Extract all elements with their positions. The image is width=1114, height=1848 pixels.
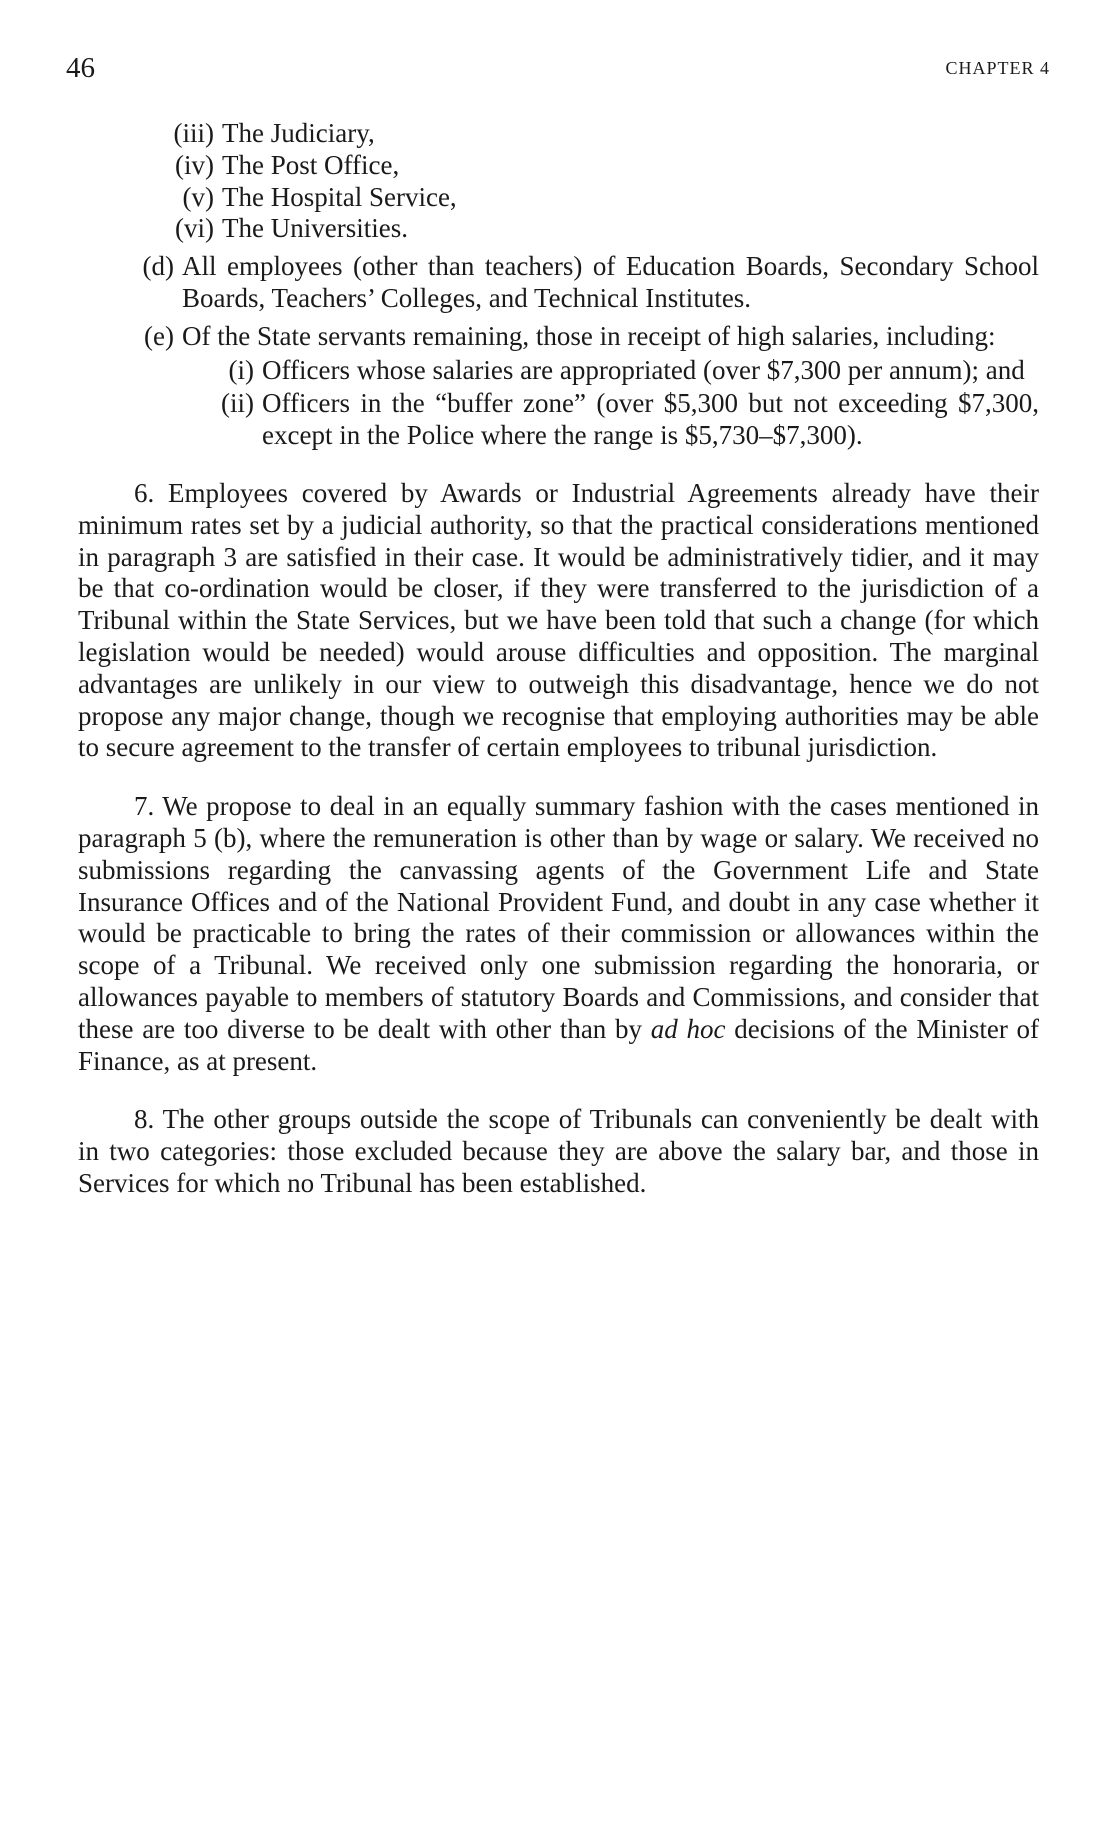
sub-list-item — [78, 355, 1039, 387]
paragraph-7-text-end: decisions of the Minister of Finance, as at present. — [78, 1013, 1040, 1076]
paragraph-8: 8. The other groups outside the scope of Tribunals can conveniently be dealt with in two categories: those excluded because they are above the salary bar, and those in Services for which no Tribunal has been established. — [78, 1104, 1039, 1198]
list-continued — [78, 118, 1039, 245]
list-item-label: (vi) — [175, 213, 214, 244]
paragraph-7 — [78, 791, 1039, 1077]
list-item-text: The Hospital Service, — [222, 181, 457, 212]
list-item-label: (v) — [182, 181, 214, 212]
sub-list-item-label: (ii) — [221, 388, 254, 419]
sub-list-item-label: (i) — [228, 354, 254, 385]
list-item-label: (e) — [144, 320, 174, 351]
page-header — [66, 48, 1050, 88]
list-item — [78, 118, 1039, 150]
list-item — [78, 182, 1039, 214]
list-item-text: The Post Office, — [222, 149, 400, 180]
list-item-text: The Judiciary, — [222, 118, 375, 148]
sub-list-item — [78, 388, 1039, 452]
paragraph-6: 6. Employees covered by Awards or Industrial Agreements already have their minimum rates set by a judicial authority, so that the practical considerations mentioned in paragraph 3 are satisfied in their case. It would be administratively tidier, and it may be that co-ordination would be closer, if they were transferred to the jurisdiction of a Tribunal within the State Services, but we have been told that such a change (for which legislation would be needed) would arouse difficulties and opposition. The marginal advantages are unlikely in our view to outweigh this disadvantage, hence we do not propose any major change, though we recognise that employing authorities may be able to secure agreement to the transfer of certain employees to tribunal jurisdiction. — [78, 477, 1039, 763]
page-number: 46 — [66, 52, 95, 84]
sub-list-item-text: Officers in the “buffer zone” (over $5,300 but not exceeding $7,300, except in the Police where the range is $5,730–$7,300). — [262, 388, 1039, 451]
paragraph-7-text: 7. We propose to deal in an equally summary fashion with the cases mentioned in paragraph 5 (b), where the remuneration is other than by wage or salary. We received no submissions regarding the canvassing agents of the Government Life and State Insurance Offices and of the National Provident Fund, and doubt in any case whether it would be practicable to bring the rates of their commission or allowances within the scope of a Tribunal. We received only one submission regarding the honoraria, or allowances payable to members of statutory Boards and Commissions, and consider that these are too diverse to be dealt with other than by — [78, 791, 1039, 1044]
list-item — [78, 150, 1039, 182]
list-item-text: Of the State servants remaining, those in receipt of high salaries, including: — [182, 320, 996, 351]
sub-list-item-text: Officers whose salaries are appropriated (over $7,300 per annum); and — [262, 354, 1025, 385]
page-body — [78, 118, 1039, 1200]
list-item-text: The Universities. — [222, 213, 408, 244]
list-item-d — [78, 251, 1039, 315]
list-item-label: (d) — [142, 251, 174, 282]
list-item-label: (iv) — [175, 149, 214, 180]
list-item-text: All employees (other than teachers) of Education Boards, Secondary School Boards, Teachers’ Colleges, and Technical Institutes. — [182, 251, 1039, 313]
list-item-e — [78, 321, 1039, 353]
list-item-label: (iii) — [173, 118, 214, 148]
list-item — [78, 213, 1039, 245]
paragraph-7-italic: ad hoc — [650, 1013, 726, 1044]
running-head: CHAPTER 4 — [945, 58, 1050, 78]
